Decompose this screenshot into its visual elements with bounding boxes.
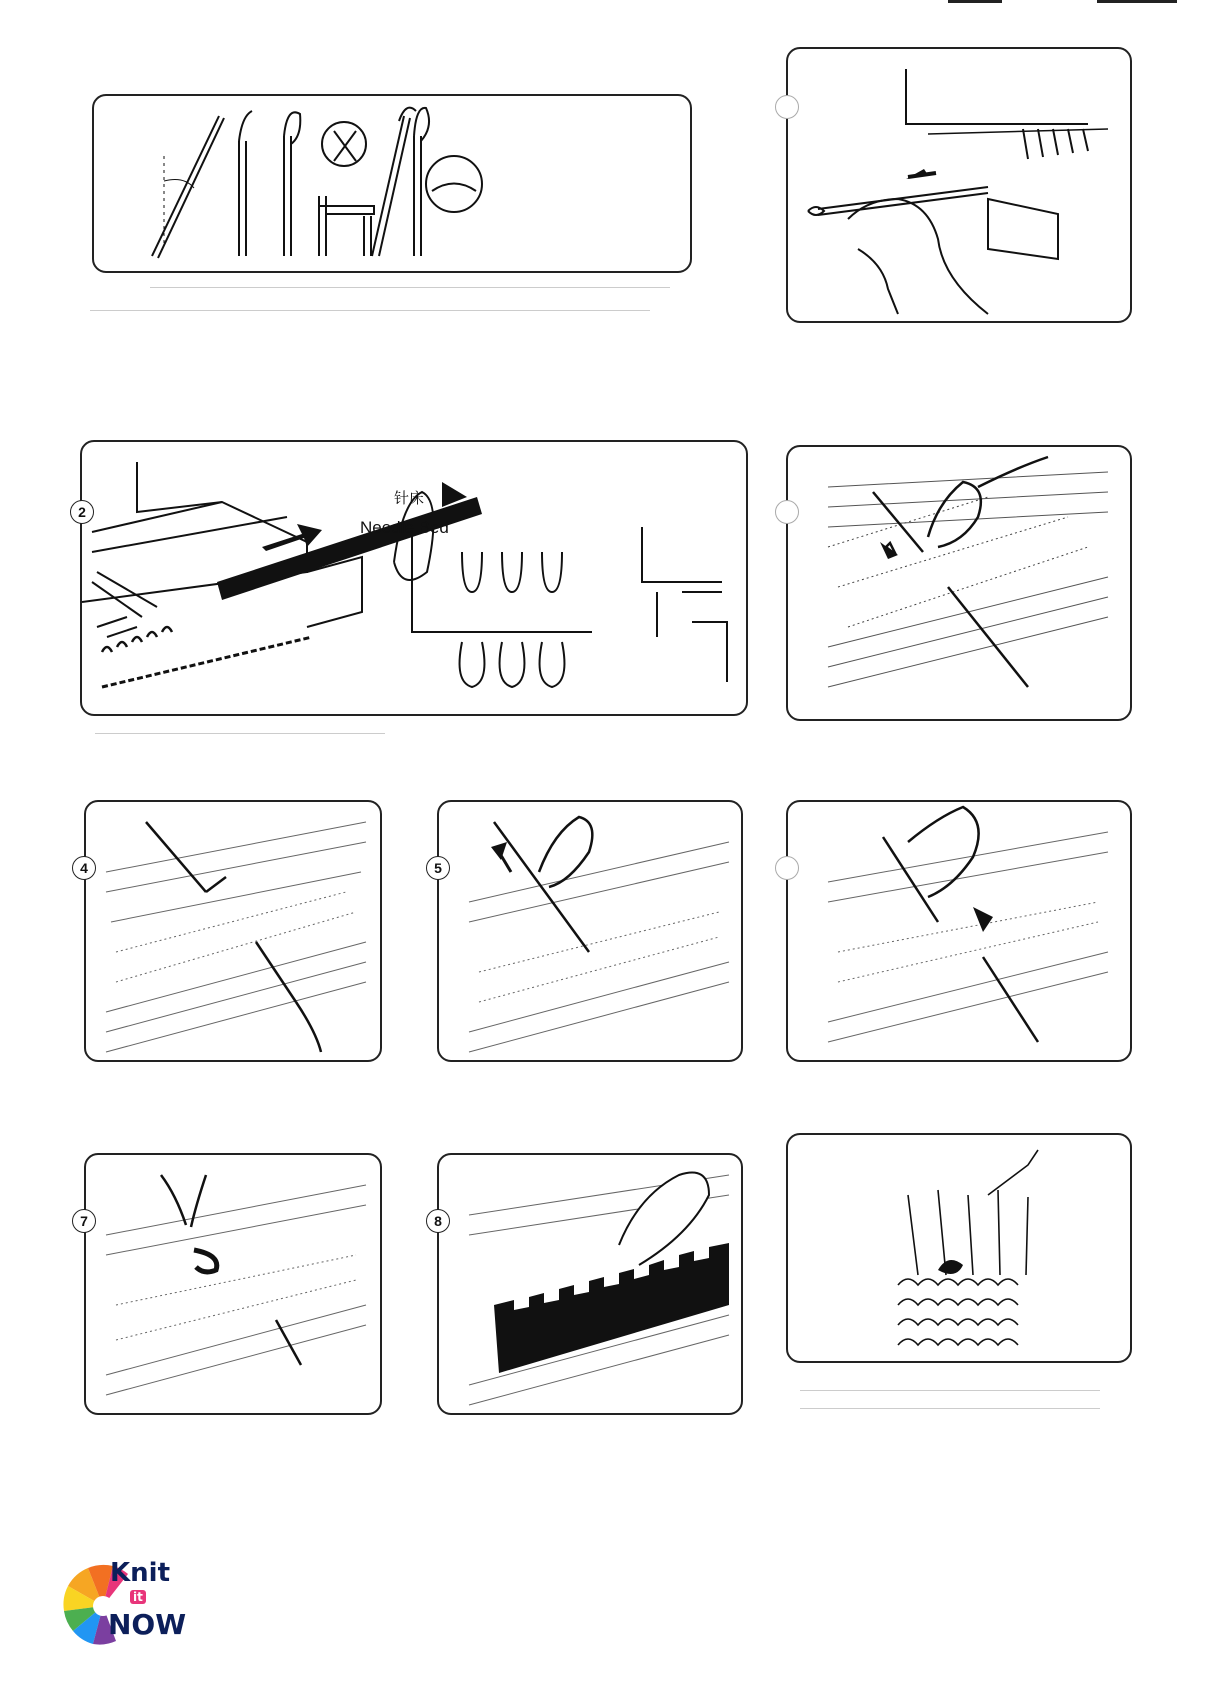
caption-line-a1 <box>150 287 670 288</box>
needle-bed-illustration <box>82 442 746 714</box>
panel-step-7 <box>84 1153 382 1415</box>
top-margin-mark-2 <box>1097 0 1177 3</box>
logo-text-now: NOW <box>108 1608 187 1641</box>
step-number-blank-1 <box>775 95 799 119</box>
step-4-illustration <box>86 802 380 1060</box>
needle-bed-label-chinese: 针床 <box>394 489 425 507</box>
needle-row-illustration <box>788 447 1130 719</box>
logo-text-it: it <box>130 1590 146 1604</box>
step-number-blank-3 <box>775 500 799 524</box>
panel-step-4 <box>84 800 382 1062</box>
panel-step-8 <box>437 1153 743 1415</box>
step-6-illustration <box>788 802 1130 1060</box>
caption-line-2 <box>95 733 385 734</box>
caption-line-knit-2 <box>800 1408 1100 1409</box>
hand-inserting-tool-illustration <box>788 49 1130 321</box>
top-margin-mark-1 <box>948 0 1002 3</box>
transfer-tool-illustration <box>94 96 690 271</box>
needle-bed-label-english: Needle Bed <box>360 518 449 537</box>
step-number-2: 2 <box>70 500 94 524</box>
panel-step-3-needle-row <box>786 445 1132 721</box>
step-number-blank-6 <box>775 856 799 880</box>
step-number-5: 5 <box>426 856 450 880</box>
knit-it-now-logo <box>58 1556 188 1656</box>
step-8-illustration <box>439 1155 741 1413</box>
panel-knit-stitch-detail <box>786 1133 1132 1363</box>
panel-step-6 <box>786 800 1132 1062</box>
step-5-illustration <box>439 802 741 1060</box>
panel-step-5 <box>437 800 743 1062</box>
caption-line-knit-1 <box>800 1390 1100 1391</box>
caption-line-a2 <box>90 310 650 311</box>
panel-insert-tool <box>786 47 1132 323</box>
logo-text-knit: Knit <box>110 1558 170 1588</box>
step-number-7: 7 <box>72 1209 96 1233</box>
step-number-4: 4 <box>72 856 96 880</box>
step-number-8: 8 <box>426 1209 450 1233</box>
step-7-illustration <box>86 1155 380 1413</box>
panel-transfer-tool-diagram <box>92 94 692 273</box>
knit-stitch-illustration <box>788 1135 1130 1361</box>
panel-step-2-needle-bed <box>80 440 748 716</box>
